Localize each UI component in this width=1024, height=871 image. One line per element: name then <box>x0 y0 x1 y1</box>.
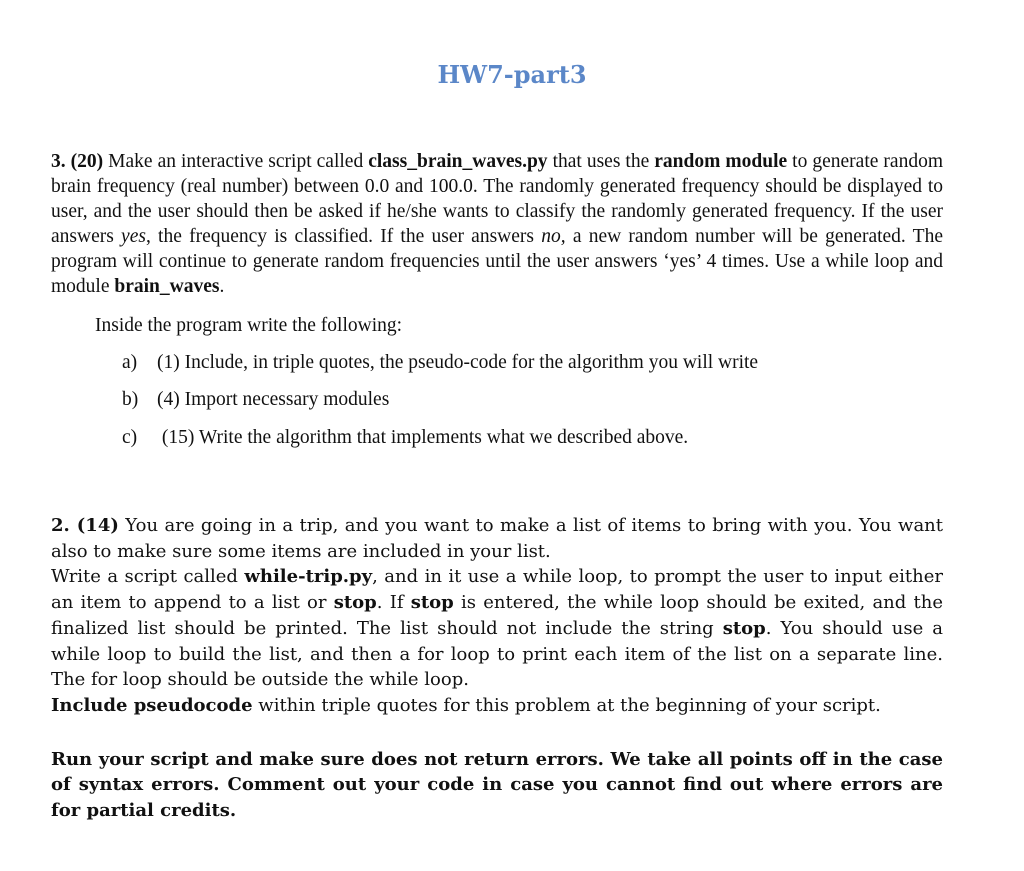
q2-include-pseudocode: Include pseudocode <box>51 694 253 716</box>
q2-stop: stop <box>333 592 377 614</box>
q2-stop: stop <box>410 592 454 614</box>
list-item-a <box>122 352 758 374</box>
q2-stop: stop <box>722 617 766 639</box>
list-label: c) <box>122 427 138 448</box>
q3-text: that uses the <box>547 151 655 172</box>
list-text: (4) Import necessary modules <box>157 389 390 410</box>
q3-text: Make an interactive script called <box>103 151 369 172</box>
q3-yes: yes <box>121 225 146 247</box>
q3-no: no, <box>541 225 566 247</box>
q2-filename: while-trip.py <box>244 566 373 588</box>
list-text: (15) Write the algorithm that implements what we described above. <box>157 427 689 448</box>
question-2-block <box>51 513 943 824</box>
final-note-text: Run your script and make sure does not return errors. We take all points off in the case of syntax errors. Comment out your code in case you cannot find out where errors are for partial credits. <box>51 748 943 822</box>
q2-text: within triple quotes for this problem at the beginning of your script. <box>252 694 881 716</box>
q3-text: . <box>219 275 225 297</box>
question-3-paragraph <box>51 150 943 299</box>
q2-text: is entered, the while loop should be exited, and the finalized list should be printed. The list should not include the string <box>51 592 944 639</box>
q2-pseudocode-line <box>51 693 943 719</box>
q2-text: , and in it use a while loop, to prompt the user to input either an item to append to a list or <box>51 566 943 614</box>
q2-number: 2. (14) <box>51 515 119 536</box>
q3-inside-heading: Inside the program write the following: <box>95 315 403 336</box>
q3-text: , the frequency is classified. If the user answers <box>145 225 542 247</box>
list-item-c <box>122 427 688 449</box>
list-item-b <box>122 389 389 411</box>
q3-text: to generate random brain frequency (real number) between 0.0 and 100.0. The randomly generated frequency should be displayed to user, and the user should then be asked if he/she wants to classify the randomly generated frequency. If the user answers <box>51 151 943 247</box>
q3-brain-waves: brain_waves <box>114 275 220 297</box>
list-label: b) <box>122 389 139 410</box>
q2-text: . If <box>376 592 411 614</box>
q2-text: You are going in a trip, and you want to make a list of items to bring with you. You want also to make sure some items are included in your list. <box>51 515 944 562</box>
q3-filename: class_brain_waves.py <box>368 151 548 172</box>
page-title: HW7-part3 <box>437 60 587 89</box>
q2-text: . You should use a while loop to build the list, and then a for loop to print each item of the list on a separate line. The for loop should be outside the while loop. <box>51 617 943 691</box>
final-note <box>51 747 943 824</box>
q2-intro <box>51 513 943 564</box>
q2-body <box>51 564 943 693</box>
q2-text: Write a script called <box>51 566 245 588</box>
list-label: a) <box>122 352 138 373</box>
q3-text: a new random number will be generated. The program will continue to generate random frequencies until the user answers ‘yes’ 4 times. Use a while loop and module <box>51 225 943 297</box>
q3-random-module: random module <box>654 151 788 172</box>
q3-number: 3. (20) <box>51 151 104 172</box>
list-text: (1) Include, in triple quotes, the pseudo-code for the algorithm you will write <box>157 352 759 373</box>
